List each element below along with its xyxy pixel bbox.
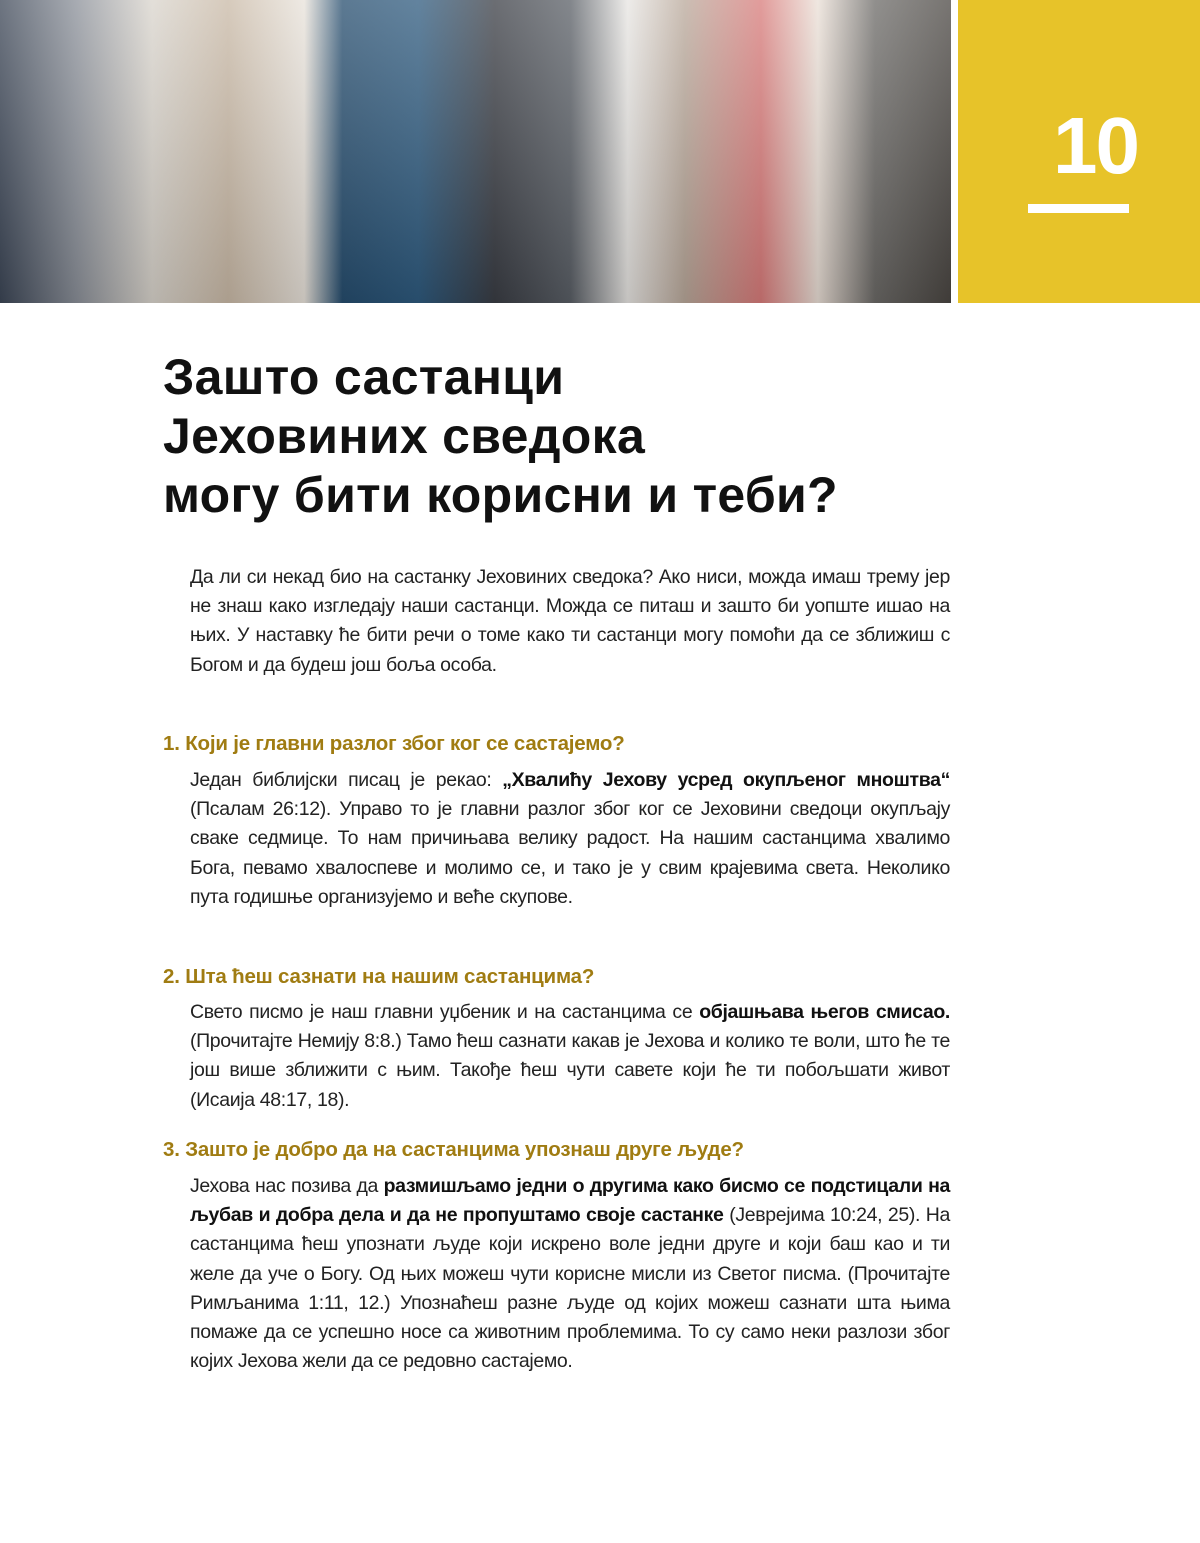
section-paragraph xyxy=(190,1172,950,1376)
title-line: могу бити корисни и теби? xyxy=(163,467,838,523)
bold-text: „Хвалићу Јехову усред окупљеног мноштва“ xyxy=(502,769,950,791)
page-title xyxy=(163,348,838,525)
title-line: Јеховиних сведока xyxy=(163,408,646,464)
lesson-number-underline xyxy=(1028,204,1129,213)
question-heading: 3. Зашто је добро да на састанцима упознаш друге људе? xyxy=(163,1138,744,1161)
text: Свето писмо је наш главни уџбеник и на састанцима се xyxy=(190,1001,700,1023)
lesson-number-badge xyxy=(958,0,1200,303)
question-heading: 1. Који је главни разлог због ког се састајемо? xyxy=(163,732,625,755)
section-paragraph xyxy=(190,766,950,912)
text: Јехова нас позива да xyxy=(190,1175,384,1197)
bold-text: објашњава његов смисао. xyxy=(699,1001,950,1023)
section-paragraph xyxy=(190,998,950,1115)
title-line: Зашто састанци xyxy=(163,349,565,405)
bold-text: размишљамо једни о другима како бисмо се подстицали на љубав и добра дела и да не пропуштамо своје састанке xyxy=(190,1175,950,1227)
text: (Јеврејима 10:24, 25). На састанцима ћеш упознати људе који искрено воле једни друге и који баш као и ти желе да уче о Богу. Од њих можеш чути корисне мисли из Светог писма. (Прочитајте Римљанима 1:11, 12.) Упознаћеш разне људе од којих можеш сазнати шта њима помаже да се успешно носе са животним проблемима. То су само неки разлози због којих Јехова жели да се редовно састајемо. xyxy=(190,1204,950,1373)
photo-shade xyxy=(0,0,951,303)
question-heading: 2. Шта ћеш сазнати на нашим састанцима? xyxy=(163,965,595,988)
text: Један библијски писац је рекао: xyxy=(190,769,503,791)
text: (Прочитајте Немију 8:8.) Тамо ћеш сазнати какав је Јехова и колико те воли, што ће те још више зближити с њим. Такође ћеш чути савете који ће ти побољшати живот (Исаија 48:17, 18). xyxy=(190,1030,950,1111)
intro-paragraph: Да ли си некад био на састанку Јеховиних сведока? Ако ниси, можда имаш трему јер не знаш како изгледају наши састанци. Можда се питаш и зашто би уопште ишао на њих. У наставку ће бити речи о томе како ти састанци могу помоћи да се зближиш с Богом и да будеш још боља особа. xyxy=(190,566,950,676)
lesson-number: 10 xyxy=(1053,101,1138,190)
header-photo xyxy=(0,0,951,303)
text: (Псалам 26:12). Управо то је главни разлог због ког се Јеховини сведоци окупљају сваке седмице. То нам причињава велику радост. На нашим састанцима хвалимо Бога, певамо хвалоспеве и молимо се, и тако је у свим крајевима света. Неколико пута годишње организујемо и веће скупове. xyxy=(190,798,950,908)
